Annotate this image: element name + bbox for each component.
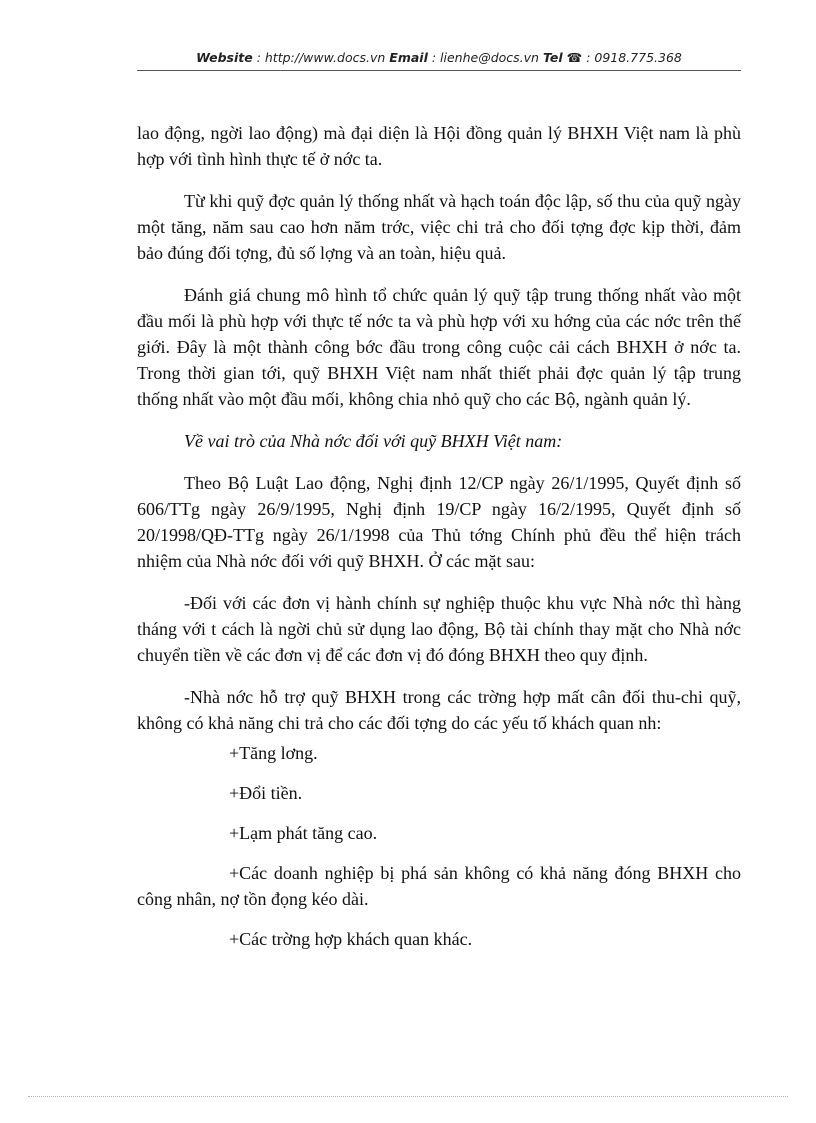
list-item-inflation: +Lạm phát tăng cao. bbox=[229, 823, 378, 843]
footer-divider bbox=[28, 1096, 788, 1097]
paragraph-state-support: -Nhà nớc hỗ trợ quỹ BHXH trong các trờng hợp mất cân đối thu-chi quỹ, không có khả năng chi trả cho các đối tợng do các yếu tố khách quan nh: bbox=[137, 687, 741, 733]
paragraph-assessment: Đánh giá chung mô hình tổ chức quản lý quỹ tập trung thống nhất vào một đầu mối là phù hợp với thực tế nớc ta và phù hợp với xu hớng của các nớc trên thế giới. Đây là một thành công bớc đầu trong công cuộc cải cách BHXH ở nớc ta. Trong thời gian tới, quỹ BHXH Việt nam nhất thiết phải đợc quản lý tập trung thống nhất vào một đầu mối, không chia nhỏ quỹ cho các Bộ, ngành quản lý. bbox=[137, 285, 741, 409]
list-item-wage-increase: +Tăng lơng. bbox=[229, 743, 318, 763]
page-header bbox=[137, 50, 741, 65]
email-label: Email bbox=[389, 50, 428, 65]
website-label: Website bbox=[196, 50, 253, 65]
list-item-currency-change: +Đổi tiền. bbox=[229, 783, 303, 803]
paragraph-continuation: lao động, ngời lao động) mà đại diện là Hội đồng quản lý BHXH Việt nam là phù hợp với tình hình thực tế ở nớc ta. bbox=[137, 123, 741, 169]
paragraph-fund-growth: Từ khi quỹ đợc quản lý thống nhất và hạch toán độc lập, số thu của quỹ ngày một tăng, năm sau cao hơn năm trớc, việc chi trả cho đối tợng đợc kịp thời, đảm bảo đúng đối tợng, đủ số lợng và an toàn, hiệu quả. bbox=[137, 191, 741, 263]
header-divider bbox=[137, 70, 741, 71]
document-body bbox=[137, 120, 741, 966]
website-value: : http://www.docs.vn bbox=[256, 50, 386, 65]
paragraph-admin-units: -Đối với các đơn vị hành chính sự nghiệp thuộc khu vực Nhà nớc thì hàng tháng với t cách là ngời chủ sử dụng lao động, Bộ tài chính thay mặt cho Nhà nớc chuyển tiền về các đơn vị để các đơn vị đó đóng BHXH theo quy định. bbox=[137, 593, 741, 665]
email-value: : lienhe@docs.vn bbox=[431, 50, 539, 65]
paragraph-legal-basis: Theo Bộ Luật Lao động, Nghị định 12/CP ngày 26/1/1995, Quyết định số 606/TTg ngày 26/9/1995, Nghị định 19/CP ngày 16/2/1995, Quyết định số 20/1998/QĐ-TTg ngày 26/1/1998 của Thủ tớng Chính phủ đều thể hiện trách nhiệm của Nhà nớc đối với quỹ BHXH. Ở các mặt sau: bbox=[137, 473, 741, 571]
tel-label: Tel bbox=[542, 50, 563, 65]
phone-icon: ☎ bbox=[566, 50, 583, 65]
section-heading-state-role: Về vai trò của Nhà nớc đối với quỹ BHXH Việt nam: bbox=[184, 431, 563, 451]
tel-value: : 0918.775.368 bbox=[586, 50, 682, 65]
list-item-other-cases: +Các trờng hợp khách quan khác. bbox=[229, 929, 473, 949]
list-item-bankruptcy: +Các doanh nghiệp bị phá sản không có khả năng đóng BHXH cho công nhân, nợ tồn đọng kéo dài. bbox=[137, 863, 741, 909]
